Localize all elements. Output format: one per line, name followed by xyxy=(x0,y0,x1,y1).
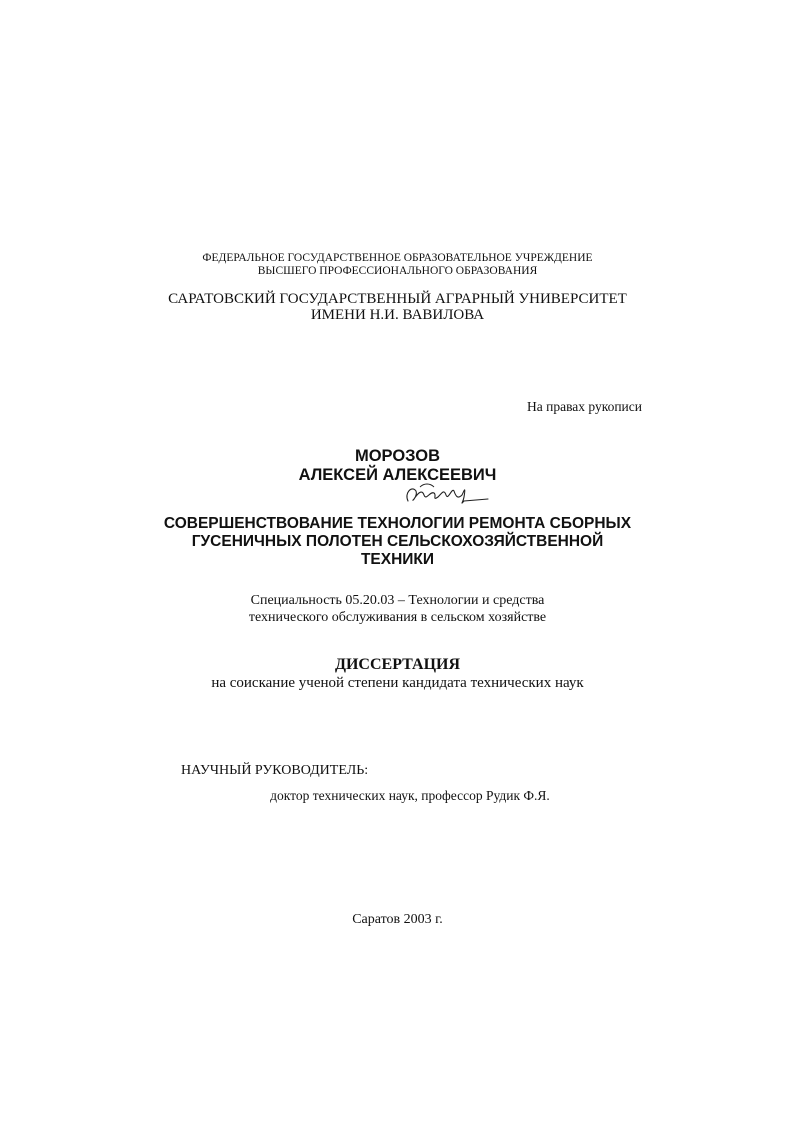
specialty-line-1: Специальность 05.20.03 – Технологии и средства xyxy=(250,593,545,608)
dissertation-title-line-3: ТЕХНИКИ xyxy=(360,551,435,568)
institution-line-2: ВЫСШЕГО ПРОФЕССИОНАЛЬНОГО ОБРАЗОВАНИЯ xyxy=(257,265,538,277)
city-year: Саратов 2003 г. xyxy=(352,912,443,927)
dissertation-title-line-2: ГУСЕНИЧНЫХ ПОЛОТЕН СЕЛЬСКОХОЗЯЙСТВЕННОЙ xyxy=(191,533,604,550)
manuscript-note: На правах рукописи xyxy=(526,399,642,414)
dissertation-heading: ДИССЕРТАЦИЯ xyxy=(334,656,461,673)
handwritten-signature-icon xyxy=(400,479,490,509)
author-given-names: АЛЕКСЕЙ АЛЕКСЕЕВИЧ xyxy=(298,466,497,484)
dissertation-title-line-1: СОВЕРШЕНСТВОВАНИЕ ТЕХНОЛОГИИ РЕМОНТА СБОРНЫХ xyxy=(163,515,632,532)
specialty-line-2: технического обслуживания в сельском хозяйстве xyxy=(248,610,547,625)
degree-line: на соискание ученой степени кандидата технических наук xyxy=(211,675,584,691)
supervisor-name: доктор технических наук, профессор Рудик Ф.Я. xyxy=(270,788,550,803)
university-line-1: САРАТОВСКИЙ ГОСУДАРСТВЕННЫЙ АГРАРНЫЙ УНИВЕРСИТЕТ xyxy=(168,291,627,307)
author-surname: МОРОЗОВ xyxy=(354,447,441,465)
university-line-2: ИМЕНИ Н.И. ВАВИЛОВА xyxy=(310,307,485,323)
institution-line-1: ФЕДЕРАЛЬНОЕ ГОСУДАРСТВЕННОЕ ОБРАЗОВАТЕЛЬНОЕ УЧРЕЖДЕНИЕ xyxy=(202,252,593,264)
supervisor-label: НАУЧНЫЙ РУКОВОДИТЕЛЬ: xyxy=(181,763,369,778)
